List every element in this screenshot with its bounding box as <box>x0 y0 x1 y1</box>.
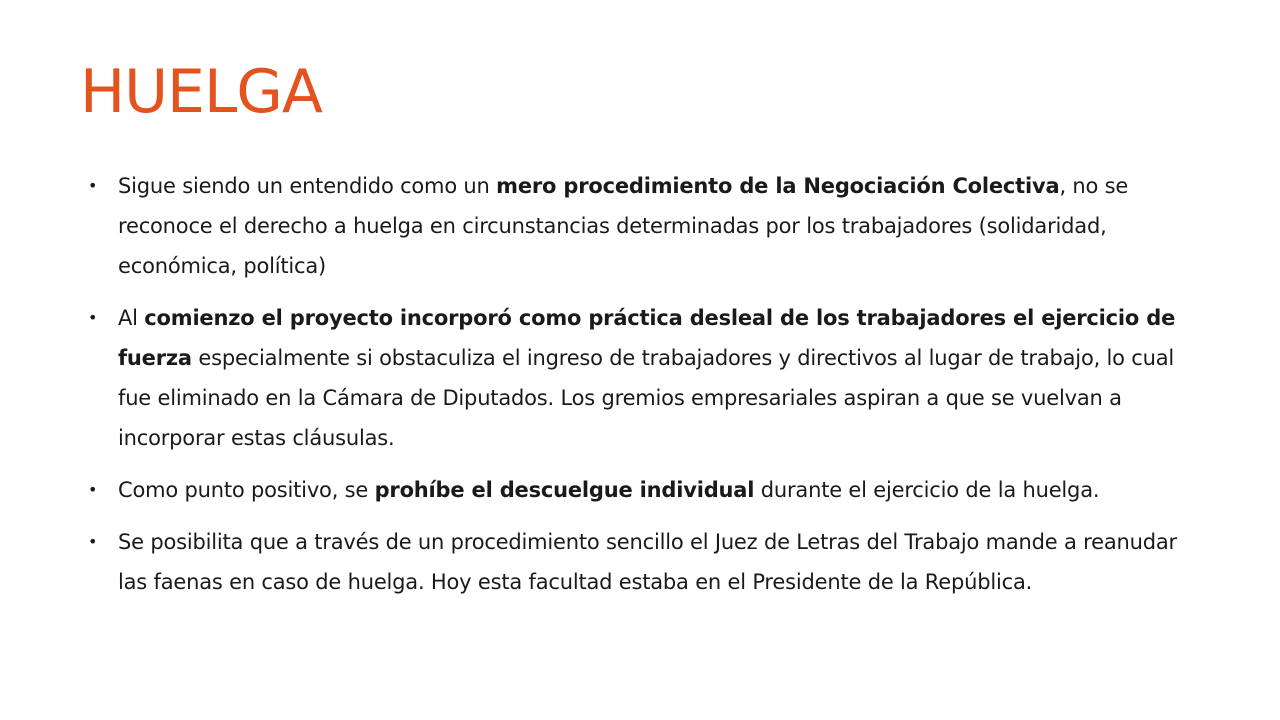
bullet-text: Al comienzo el proyecto incorporó como práctica desleal de los trabajadores el ejercicio de fuerza especialmente si obstaculiza el ingreso de trabajadores y directivos al lugar de trabajo, lo cual fue eliminado en la Cámara de Diputados. Los gremios empresariales aspiran a que se vuelvan a incorporar estas cláusulas. <box>118 306 1176 450</box>
bullet-marker-icon: • <box>88 308 98 327</box>
bullet-marker-icon: • <box>88 176 98 195</box>
bullet-marker-icon: • <box>88 480 98 499</box>
bullet-item <box>88 166 1198 286</box>
bullet-list <box>88 166 1198 614</box>
bullet-marker-icon: • <box>88 532 98 551</box>
bold-text: prohíbe el descuelgue individual <box>374 478 755 502</box>
bullet-item <box>88 470 1198 510</box>
bullet-item <box>88 522 1198 602</box>
bullet-text: Como punto positivo, se prohíbe el descuelgue individual durante el ejercicio de la huelga. <box>118 478 1100 502</box>
bullet-text: Sigue siendo un entendido como un mero procedimiento de la Negociación Colectiva, no se reconoce el derecho a huelga en circunstancias determinadas por los trabajadores (solidaridad, económica, política) <box>118 174 1129 278</box>
slide-title: HUELGA <box>80 57 322 127</box>
bullet-item <box>88 298 1198 458</box>
bold-text: mero procedimiento de la Negociación Colectiva <box>496 174 1060 198</box>
bullet-text: Se posibilita que a través de un procedimiento sencillo el Juez de Letras del Trabajo mande a reanudar las faenas en caso de huelga. Hoy esta facultad estaba en el Presidente de la República. <box>118 530 1177 594</box>
bold-text: comienzo el proyecto incorporó como práctica desleal de los trabajadores el ejercicio de fuerza <box>118 306 1176 370</box>
